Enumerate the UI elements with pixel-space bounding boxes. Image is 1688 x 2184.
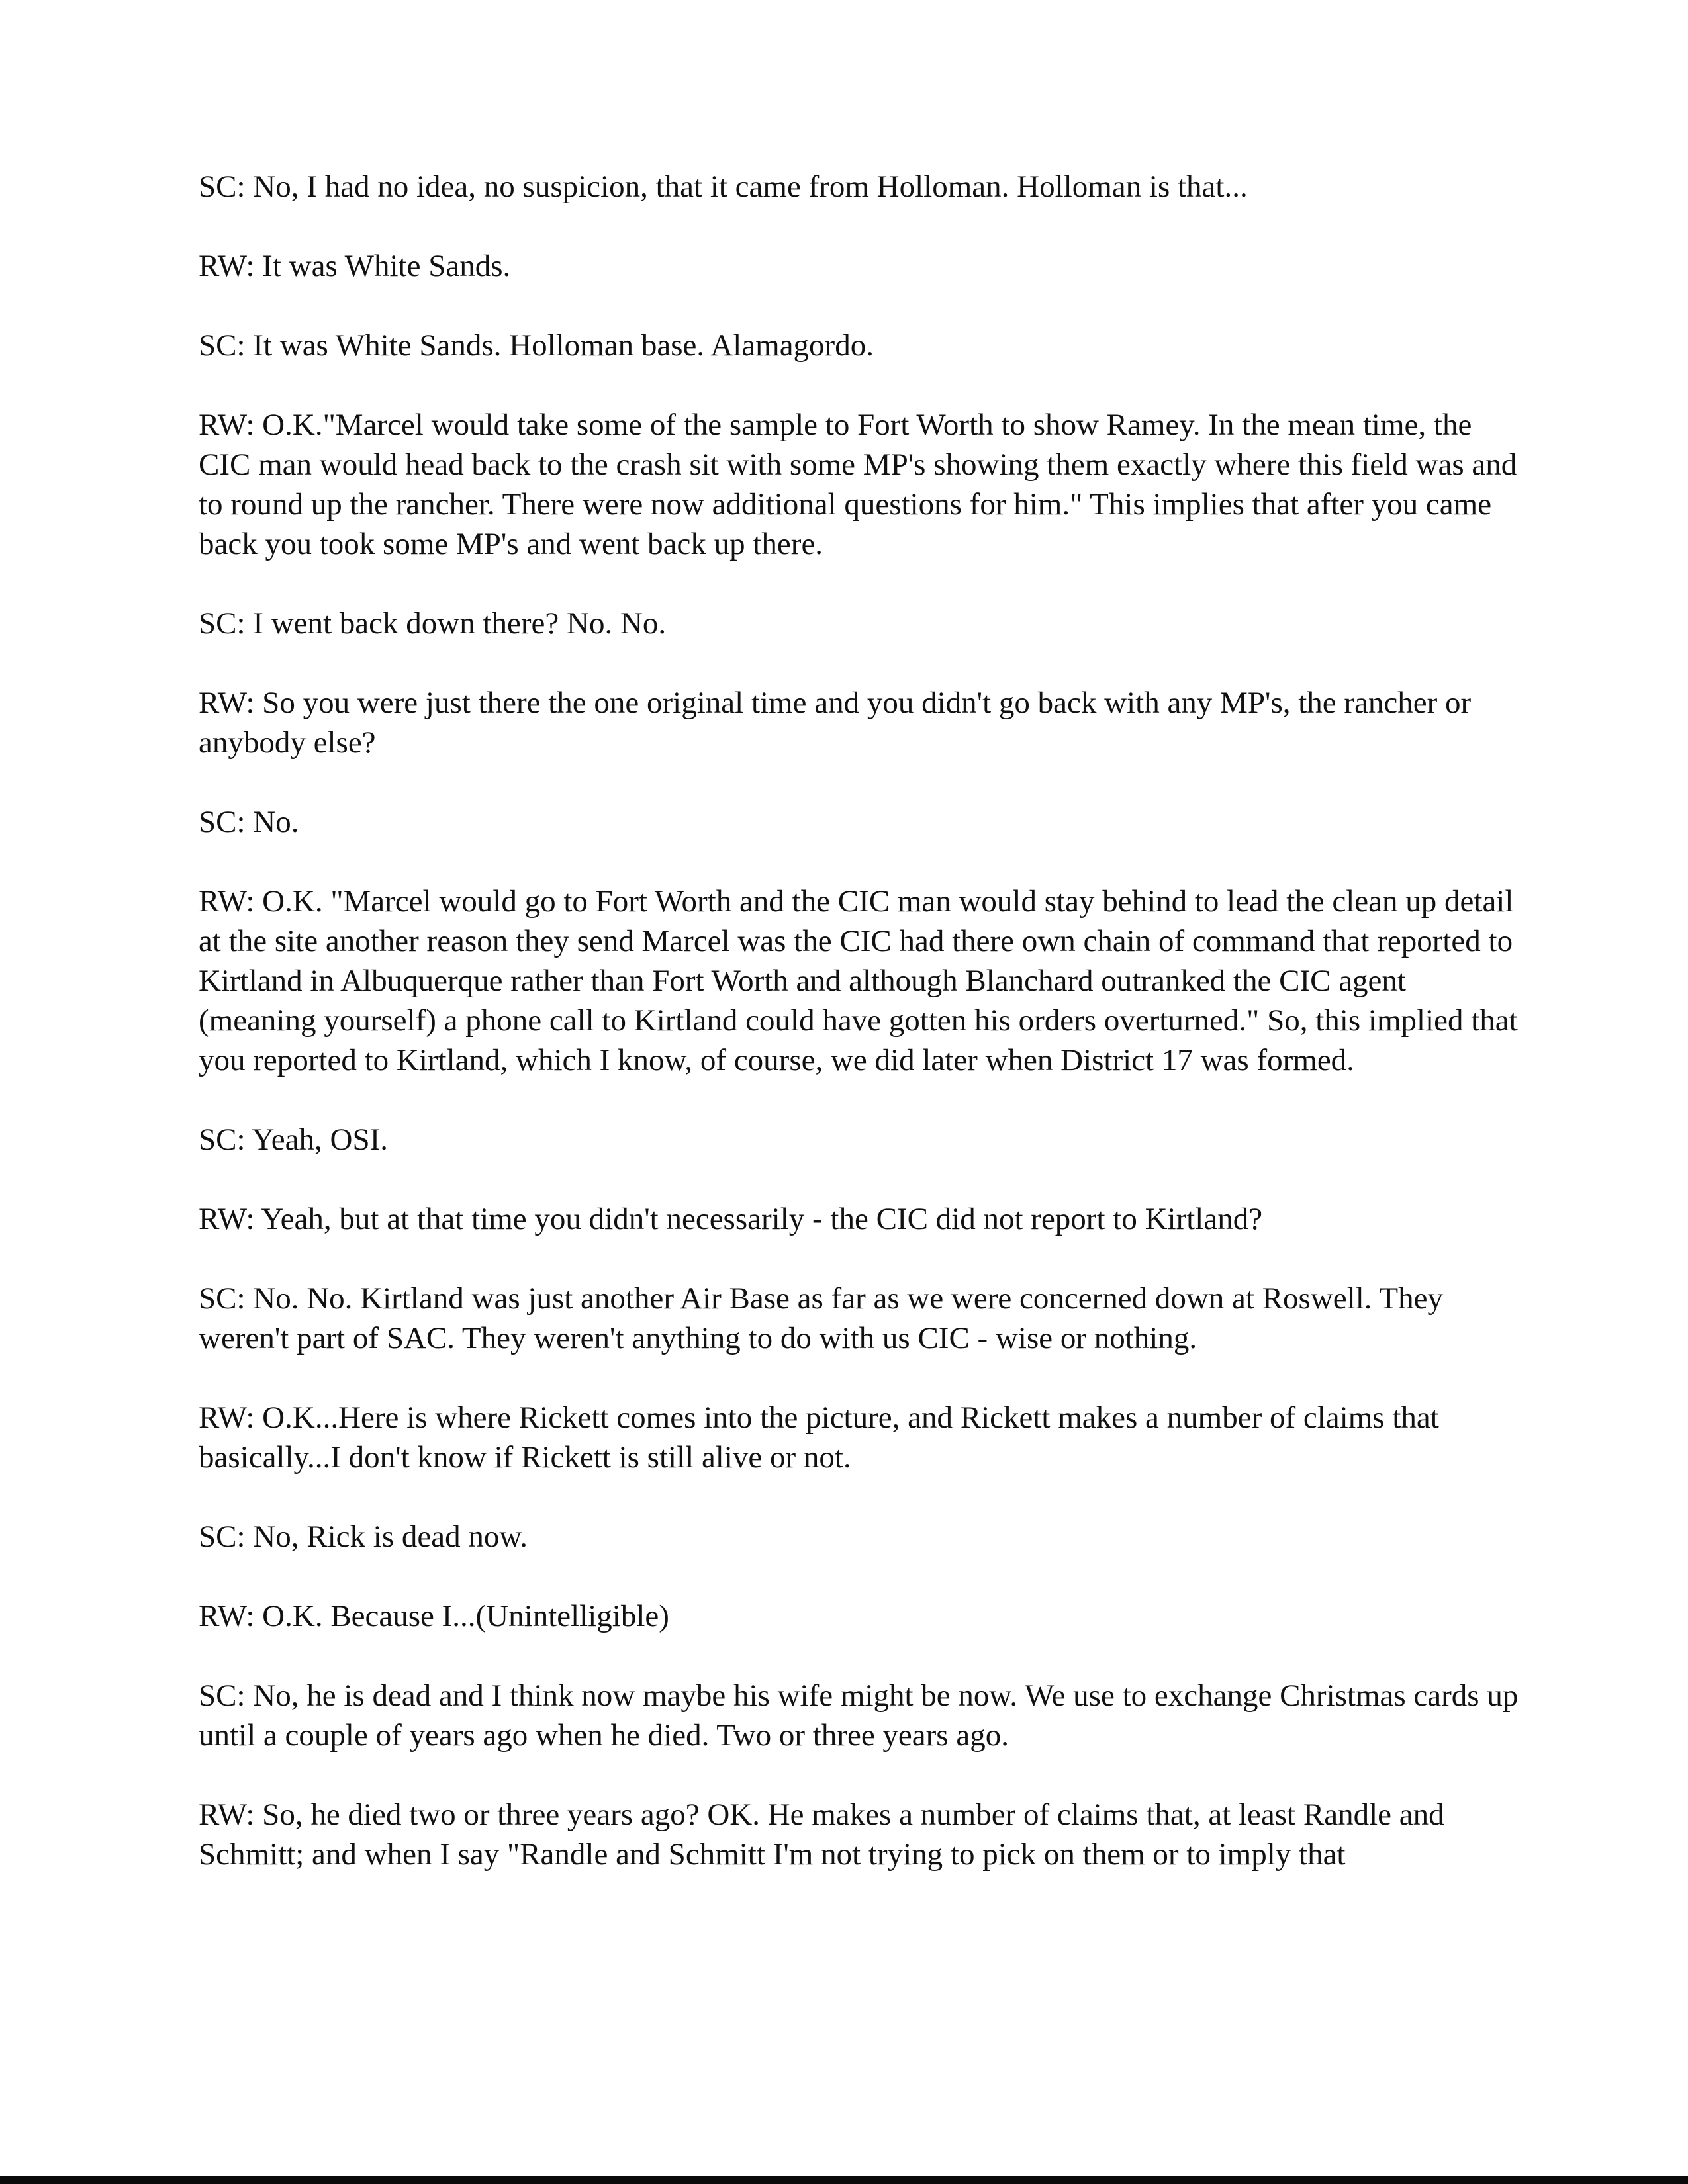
transcript-paragraph: SC: It was White Sands. Holloman base. Alamagordo. xyxy=(199,328,874,363)
transcript-paragraph: SC: No, Rick is dead now. xyxy=(199,1520,528,1554)
transcript-paragraph: SC: Yeah, OSI. xyxy=(199,1122,388,1157)
transcript-paragraph: RW: It was White Sands. xyxy=(199,249,511,283)
transcript-paragraph: SC: No, he is dead and I think now maybe his wife might be now. We use to exchange Christmas cards up until a couple of years ago when he died. Two or three years ago. xyxy=(199,1678,1519,1752)
transcript-paragraph: SC: No. No. Kirtland was just another Air Base as far as we were concerned down at Roswell. They weren't part of SAC. They weren't anything to do with us CIC - wise or nothing. xyxy=(199,1281,1443,1355)
transcript-paragraph: SC: No, I had no idea, no suspicion, that it came from Holloman. Holloman is that... xyxy=(199,169,1248,204)
transcript-paragraph: SC: No. xyxy=(199,805,299,839)
transcript-paragraph: RW: O.K. Because I...(Unintelligible) xyxy=(199,1599,669,1633)
transcript-paragraph: RW: Yeah, but at that time you didn't necessarily - the CIC did not report to Kirtland? xyxy=(199,1202,1263,1236)
transcript-paragraph: RW: So you were just there the one original time and you didn't go back with any MP's, the rancher or anybody else? xyxy=(199,686,1472,760)
transcript-paragraph: RW: O.K. "Marcel would go to Fort Worth and the CIC man would stay behind to lead the clean up detail at the site another reason they send Marcel was the CIC had there own chain of command that reported to Kirtland in Albuquerque rather than Fort Worth and although Blanchard outranked the CIC agent (meaning yourself) a phone call to Kirtland could have gotten his orders overturned." So, this implied that you reported to Kirtland, which I know, of course, we did later when District 17 was formed. xyxy=(199,884,1518,1077)
transcript-paragraph: RW: So, he died two or three years ago? OK. He makes a number of claims that, at least Randle and Schmitt; and when I say "Randle and Schmitt I'm not trying to pick on them or to imply that xyxy=(199,1797,1444,1872)
transcript-paragraph: SC: I went back down there? No. No. xyxy=(199,606,667,641)
transcript-paragraph: RW: O.K...Here is where Rickett comes into the picture, and Rickett makes a number of claims that basically...I don't know if Rickett is still alive or not. xyxy=(199,1400,1439,1475)
scan-bottom-edge xyxy=(0,2176,1688,2184)
interview-transcript xyxy=(199,167,1523,1914)
transcript-paragraph: RW: O.K."Marcel would take some of the sample to Fort Worth to show Ramey. In the mean time, the CIC man would head back to the crash sit with some MP's showing them exactly where this field was and to round up the rancher. There were now additional questions for him." This implies that after you came back you took some MP's and went back up there. xyxy=(199,408,1517,561)
